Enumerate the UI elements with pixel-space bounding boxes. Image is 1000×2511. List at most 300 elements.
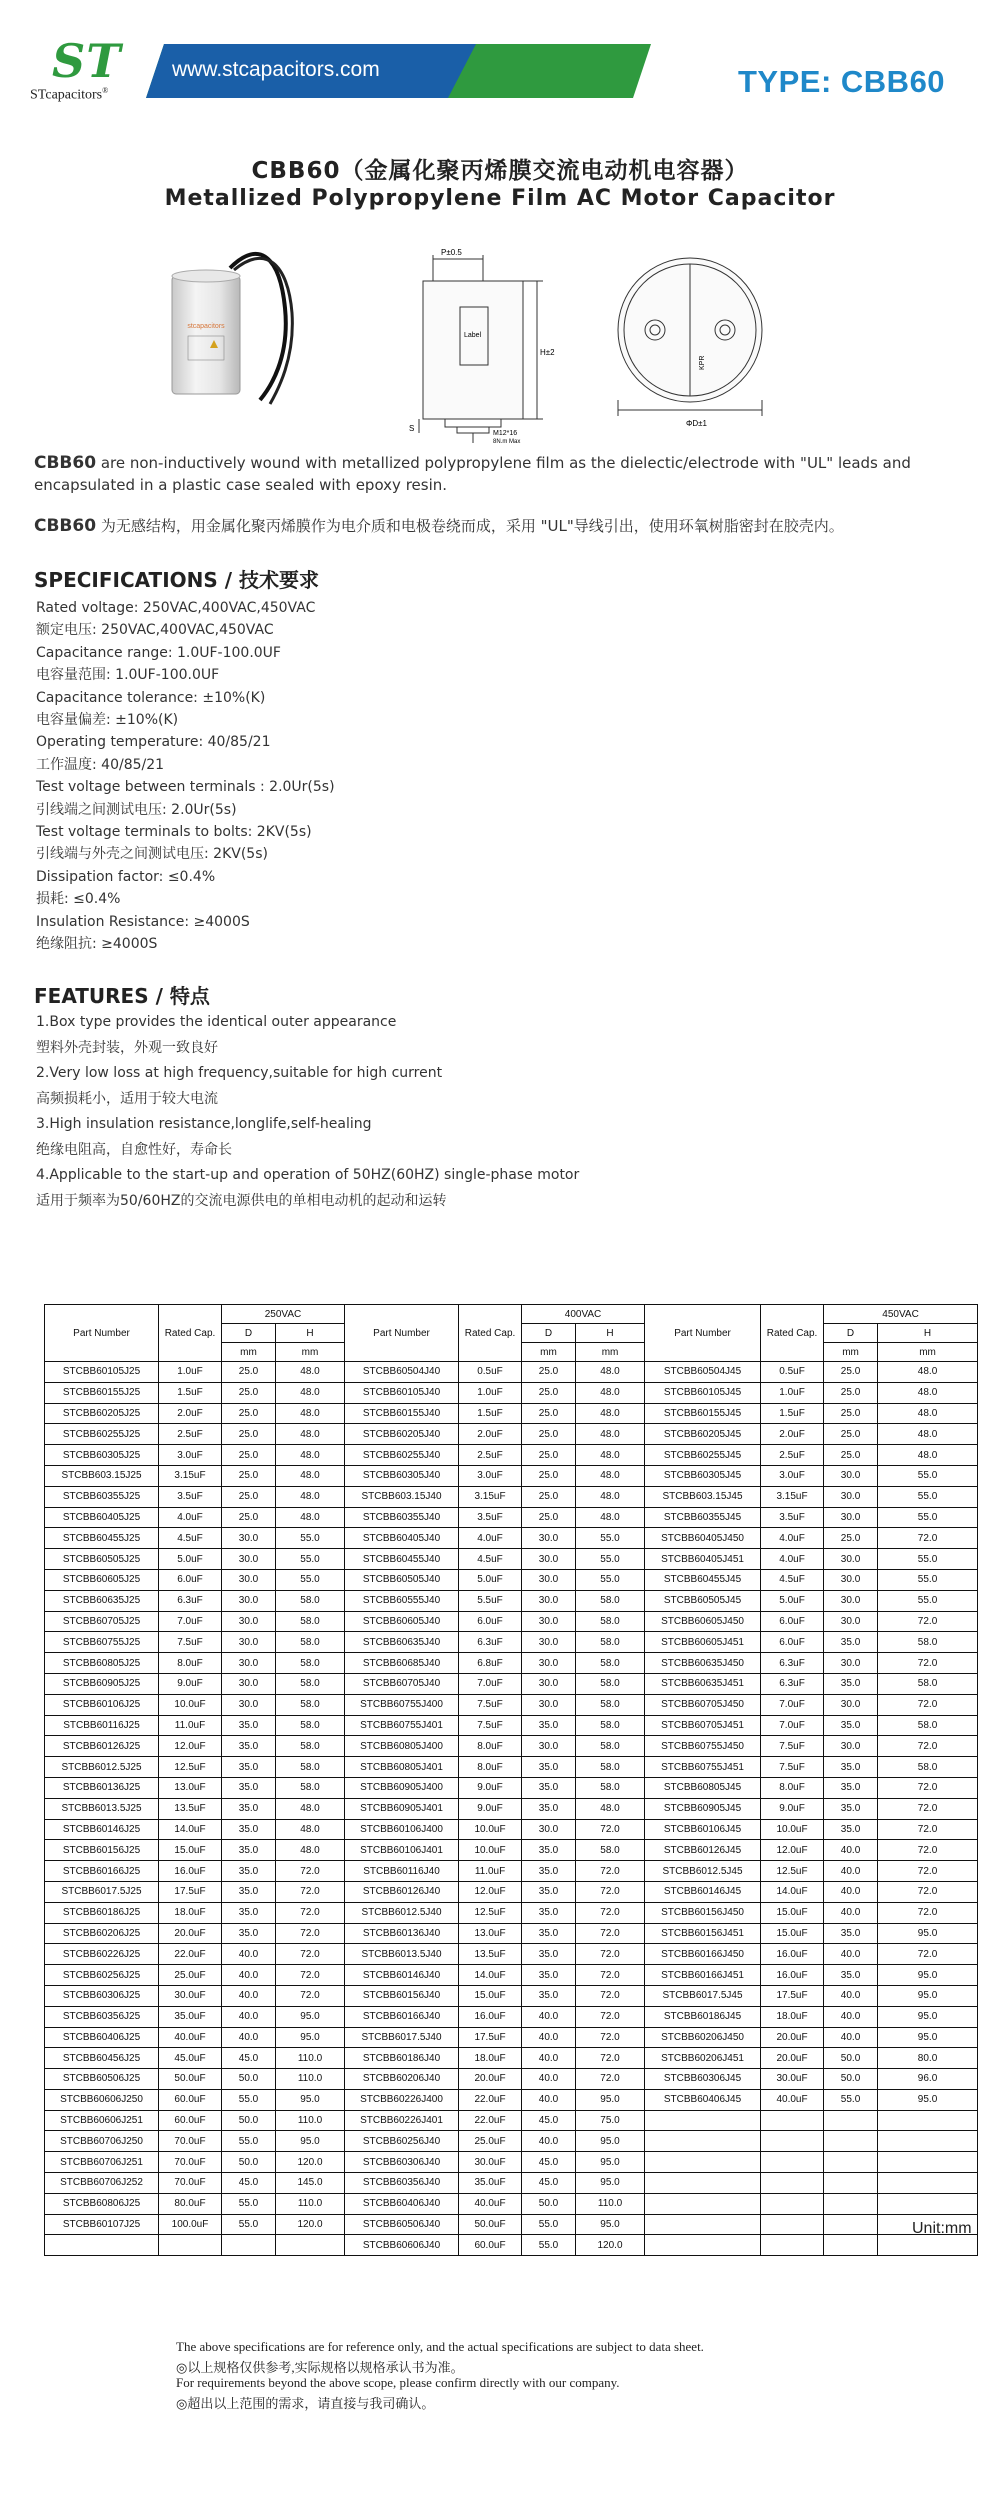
d-cell: 30.0 bbox=[824, 1694, 878, 1715]
part-number-cell: STCBB60105J40 bbox=[345, 1382, 459, 1403]
part-number-cell: STCBB6017.5J45 bbox=[645, 1985, 761, 2006]
h-cell: 48.0 bbox=[878, 1403, 978, 1424]
rated-cap-cell: 3.15uF bbox=[159, 1465, 222, 1486]
rated-cap-cell: 3.0uF bbox=[459, 1465, 522, 1486]
part-number-cell: STCBB60116J25 bbox=[45, 1715, 159, 1736]
d-cell: 30.0 bbox=[522, 1736, 576, 1757]
part-number-cell: STCBB60705J450 bbox=[645, 1694, 761, 1715]
part-number-cell: STCBB60206J451 bbox=[645, 2048, 761, 2069]
h-cell: 58.0 bbox=[576, 1632, 645, 1653]
rated-cap-cell: 35.0uF bbox=[459, 2173, 522, 2194]
d-cell: 30.0 bbox=[824, 1611, 878, 1632]
d-cell: 25.0 bbox=[522, 1465, 576, 1486]
rated-cap-cell: 4.0uF bbox=[459, 1528, 522, 1549]
d-cell: 25.0 bbox=[522, 1445, 576, 1466]
part-number-cell: STCBB60405J40 bbox=[345, 1528, 459, 1549]
d-cell: 55.0 bbox=[522, 2235, 576, 2256]
logo-subtitle: STcapacitors® bbox=[30, 86, 109, 103]
d-cell: 50.0 bbox=[824, 2048, 878, 2069]
part-number-cell bbox=[645, 2173, 761, 2194]
h-cell: 48.0 bbox=[878, 1424, 978, 1445]
d-cell: 25.0 bbox=[824, 1382, 878, 1403]
rated-cap-cell: 60.0uF bbox=[159, 2110, 222, 2131]
h-cell: 95.0 bbox=[878, 1923, 978, 1944]
h-cell: 95.0 bbox=[576, 2152, 645, 2173]
part-number-cell: STCBB6012.5J25 bbox=[45, 1757, 159, 1778]
drawing-bolt-note: 8N.m Max bbox=[493, 439, 521, 445]
part-number-cell: STCBB60156J450 bbox=[645, 1902, 761, 1923]
part-number-cell: STCBB6012.5J45 bbox=[645, 1861, 761, 1882]
part-number-cell: STCBB60405J451 bbox=[645, 1549, 761, 1570]
d-cell: 35.0 bbox=[522, 1798, 576, 1819]
h-cell: 58.0 bbox=[276, 1694, 345, 1715]
d-cell: 30.0 bbox=[522, 1569, 576, 1590]
rated-cap-cell: 1.5uF bbox=[761, 1403, 824, 1424]
part-number-cell: STCBB60406J25 bbox=[45, 2027, 159, 2048]
part-number-cell: STCBB60306J25 bbox=[45, 1985, 159, 2006]
col-header-unit: mm bbox=[276, 1343, 345, 1362]
h-cell: 72.0 bbox=[276, 1944, 345, 1965]
d-cell: 30.0 bbox=[222, 1549, 276, 1570]
spec-line: 引线端与外壳之间测试电压: 2KV(5s) bbox=[36, 846, 268, 863]
d-cell: 35.0 bbox=[824, 1757, 878, 1778]
rated-cap-cell: 0.5uF bbox=[761, 1362, 824, 1383]
rated-cap-cell bbox=[761, 2110, 824, 2131]
table-row bbox=[45, 1902, 978, 1923]
h-cell: 48.0 bbox=[276, 1819, 345, 1840]
feature-line: 4.Applicable to the start-up and operation of 50HZ(60HZ) single-phase motor bbox=[36, 1167, 580, 1183]
h-cell: 58.0 bbox=[576, 1673, 645, 1694]
h-cell: 55.0 bbox=[878, 1590, 978, 1611]
part-number-cell: STCBB60126J45 bbox=[645, 1840, 761, 1861]
col-header-unit: mm bbox=[522, 1343, 576, 1362]
table-row bbox=[45, 2027, 978, 2048]
part-number-cell: STCBB60205J45 bbox=[645, 1424, 761, 1445]
h-cell: 72.0 bbox=[576, 2048, 645, 2069]
d-cell: 30.0 bbox=[222, 1653, 276, 1674]
part-number-cell: STCBB60136J40 bbox=[345, 1923, 459, 1944]
d-cell: 35.0 bbox=[522, 1965, 576, 1986]
h-cell: 55.0 bbox=[878, 1486, 978, 1507]
h-cell: 95.0 bbox=[878, 2089, 978, 2110]
d-cell: 30.0 bbox=[824, 1653, 878, 1674]
part-number-cell: STCBB60755J25 bbox=[45, 1632, 159, 1653]
footer-note-1: The above specifications are for reference only, and the actual specifications are subject to data sheet. bbox=[176, 2339, 704, 2354]
h-cell bbox=[878, 2235, 978, 2256]
drawing-h-dim: H±2 bbox=[540, 348, 555, 357]
type-label: TYPE: CBB60 bbox=[738, 64, 946, 99]
part-number-cell: STCBB60205J25 bbox=[45, 1403, 159, 1424]
d-cell: 35.0 bbox=[522, 1757, 576, 1778]
part-number-cell: STCBB60455J25 bbox=[45, 1528, 159, 1549]
h-cell: 58.0 bbox=[276, 1632, 345, 1653]
part-number-cell: STCBB60166J25 bbox=[45, 1861, 159, 1882]
d-cell: 40.0 bbox=[522, 2069, 576, 2090]
h-cell: 120.0 bbox=[276, 2214, 345, 2235]
spec-line: 损耗: ≤0.4% bbox=[36, 891, 121, 908]
h-cell: 58.0 bbox=[576, 1590, 645, 1611]
rated-cap-cell: 8.0uF bbox=[159, 1653, 222, 1674]
part-number-cell: STCBB60105J25 bbox=[45, 1362, 159, 1383]
table-row bbox=[45, 2006, 978, 2027]
rated-cap-cell: 20.0uF bbox=[159, 1923, 222, 1944]
d-cell: 30.0 bbox=[522, 1632, 576, 1653]
table-row bbox=[45, 1611, 978, 1632]
rated-cap-cell: 3.5uF bbox=[159, 1486, 222, 1507]
rated-cap-cell: 9.0uF bbox=[459, 1777, 522, 1798]
rated-cap-cell: 1.5uF bbox=[459, 1403, 522, 1424]
d-cell: 30.0 bbox=[522, 1673, 576, 1694]
d-cell: 50.0 bbox=[222, 2152, 276, 2173]
col-header-part-number: Part Number bbox=[645, 1305, 761, 1362]
d-cell: 25.0 bbox=[522, 1507, 576, 1528]
table-row bbox=[45, 1507, 978, 1528]
d-cell: 25.0 bbox=[222, 1486, 276, 1507]
rated-cap-cell: 16.0uF bbox=[761, 1944, 824, 1965]
h-cell: 80.0 bbox=[878, 2048, 978, 2069]
col-header-unit: mm bbox=[222, 1343, 276, 1362]
table-header-row bbox=[45, 1305, 978, 1324]
rated-cap-cell: 35.0uF bbox=[159, 2006, 222, 2027]
h-cell: 120.0 bbox=[276, 2152, 345, 2173]
d-cell: 45.0 bbox=[522, 2110, 576, 2131]
rated-cap-cell: 15.0uF bbox=[459, 1985, 522, 2006]
table-row bbox=[45, 2131, 978, 2152]
h-cell: 58.0 bbox=[276, 1777, 345, 1798]
rated-cap-cell: 2.0uF bbox=[459, 1424, 522, 1445]
h-cell: 96.0 bbox=[878, 2069, 978, 2090]
logo-subtitle-text: STcapacitors bbox=[30, 87, 103, 103]
d-cell: 40.0 bbox=[222, 1985, 276, 2006]
d-cell: 45.0 bbox=[222, 2173, 276, 2194]
rated-cap-cell: 40.0uF bbox=[159, 2027, 222, 2048]
d-cell: 35.0 bbox=[222, 1923, 276, 1944]
rated-cap-cell: 7.5uF bbox=[459, 1715, 522, 1736]
part-number-cell bbox=[645, 2131, 761, 2152]
h-cell: 58.0 bbox=[878, 1757, 978, 1778]
part-number-cell: STCBB60107J25 bbox=[45, 2214, 159, 2235]
rated-cap-cell: 5.0uF bbox=[159, 1549, 222, 1570]
d-cell: 35.0 bbox=[222, 1736, 276, 1757]
d-cell: 35.0 bbox=[222, 1819, 276, 1840]
h-cell: 110.0 bbox=[276, 2110, 345, 2131]
d-cell: 40.0 bbox=[824, 1902, 878, 1923]
rated-cap-cell: 9.0uF bbox=[159, 1673, 222, 1694]
h-cell: 75.0 bbox=[576, 2110, 645, 2131]
page-title-cn: CBB60（金属化聚丙烯膜交流电动机电容器） bbox=[251, 158, 749, 184]
table-row bbox=[45, 1673, 978, 1694]
rated-cap-cell: 1.0uF bbox=[159, 1362, 222, 1383]
rated-cap-cell: 22.0uF bbox=[459, 2089, 522, 2110]
h-cell: 58.0 bbox=[878, 1673, 978, 1694]
d-cell: 30.0 bbox=[222, 1611, 276, 1632]
spec-line: 引线端之间测试电压: 2.0Ur(5s) bbox=[36, 801, 237, 818]
h-cell: 110.0 bbox=[576, 2193, 645, 2214]
h-cell: 48.0 bbox=[878, 1362, 978, 1383]
part-number-cell: STCBB60166J450 bbox=[645, 1944, 761, 1965]
h-cell: 72.0 bbox=[276, 1881, 345, 1902]
h-cell: 95.0 bbox=[576, 2089, 645, 2110]
rated-cap-cell: 3.15uF bbox=[459, 1486, 522, 1507]
h-cell: 72.0 bbox=[576, 1985, 645, 2006]
d-cell: 40.0 bbox=[824, 1944, 878, 1965]
h-cell: 58.0 bbox=[276, 1590, 345, 1611]
d-cell: 40.0 bbox=[824, 2027, 878, 2048]
table-row bbox=[45, 2048, 978, 2069]
part-number-cell: STCBB60105J45 bbox=[645, 1382, 761, 1403]
spec-line: Operating temperature: 40/85/21 bbox=[36, 734, 271, 751]
part-number-cell: STCBB60455J40 bbox=[345, 1549, 459, 1570]
page-title-en: Metallized Polypropylene Film AC Motor Capacitor bbox=[164, 186, 836, 211]
h-cell: 72.0 bbox=[878, 1881, 978, 1902]
part-number-cell: STCBB60905J25 bbox=[45, 1673, 159, 1694]
d-cell: 30.0 bbox=[522, 1694, 576, 1715]
h-cell bbox=[878, 2173, 978, 2194]
h-cell: 48.0 bbox=[276, 1445, 345, 1466]
d-cell: 30.0 bbox=[522, 1528, 576, 1549]
d-cell: 30.0 bbox=[222, 1569, 276, 1590]
part-number-cell: STCBB60706J252 bbox=[45, 2173, 159, 2194]
d-cell: 35.0 bbox=[824, 1965, 878, 1986]
spec-line: Capacitance tolerance: ±10%(K) bbox=[36, 689, 266, 706]
h-cell: 58.0 bbox=[576, 1777, 645, 1798]
d-cell: 25.0 bbox=[522, 1362, 576, 1383]
col-header-voltage: 450VAC bbox=[824, 1305, 978, 1324]
d-cell: 35.0 bbox=[522, 1944, 576, 1965]
d-cell: 40.0 bbox=[824, 1881, 878, 1902]
rated-cap-cell: 30.0uF bbox=[761, 2069, 824, 2090]
h-cell: 55.0 bbox=[276, 1528, 345, 1549]
part-number-cell: STCBB60356J40 bbox=[345, 2173, 459, 2194]
part-number-cell: STCBB60146J25 bbox=[45, 1819, 159, 1840]
table-row bbox=[45, 2089, 978, 2110]
part-number-cell: STCBB6012.5J40 bbox=[345, 1902, 459, 1923]
table-row bbox=[45, 1777, 978, 1798]
h-cell: 110.0 bbox=[276, 2069, 345, 2090]
table-row bbox=[45, 1694, 978, 1715]
table-row bbox=[45, 1923, 978, 1944]
rated-cap-cell: 60.0uF bbox=[159, 2089, 222, 2110]
h-cell: 72.0 bbox=[878, 1840, 978, 1861]
table-row bbox=[45, 1840, 978, 1861]
d-cell: 30.0 bbox=[824, 1590, 878, 1611]
part-number-cell: STCBB60205J40 bbox=[345, 1424, 459, 1445]
rated-cap-cell: 2.0uF bbox=[159, 1403, 222, 1424]
h-cell: 48.0 bbox=[276, 1465, 345, 1486]
d-cell: 30.0 bbox=[522, 1590, 576, 1611]
rated-cap-cell: 8.0uF bbox=[459, 1736, 522, 1757]
rated-cap-cell: 5.5uF bbox=[459, 1590, 522, 1611]
drawing-label: Label bbox=[464, 332, 482, 339]
website-link[interactable]: www.stcapacitors.com bbox=[172, 58, 380, 81]
rated-cap-cell: 12.5uF bbox=[761, 1861, 824, 1882]
col-header-unit: mm bbox=[878, 1343, 978, 1362]
part-number-cell: STCBB60355J45 bbox=[645, 1507, 761, 1528]
part-number-cell: STCBB60406J40 bbox=[345, 2193, 459, 2214]
rated-cap-cell: 22.0uF bbox=[459, 2110, 522, 2131]
h-cell: 58.0 bbox=[576, 1736, 645, 1757]
d-cell: 30.0 bbox=[222, 1694, 276, 1715]
d-cell: 40.0 bbox=[522, 2006, 576, 2027]
rated-cap-cell bbox=[761, 2214, 824, 2235]
d-cell: 25.0 bbox=[222, 1424, 276, 1445]
part-number-cell: STCBB60306J45 bbox=[645, 2069, 761, 2090]
part-number-cell: STCBB60166J451 bbox=[645, 1965, 761, 1986]
d-cell: 25.0 bbox=[824, 1403, 878, 1424]
h-cell: 55.0 bbox=[576, 1569, 645, 1590]
part-number-cell: STCBB60406J45 bbox=[645, 2089, 761, 2110]
product-photo bbox=[150, 228, 340, 408]
table-row bbox=[45, 1486, 978, 1507]
h-cell: 95.0 bbox=[276, 2131, 345, 2152]
d-cell: 40.0 bbox=[222, 1965, 276, 1986]
h-cell: 58.0 bbox=[276, 1736, 345, 1757]
part-number-cell: STCBB60405J25 bbox=[45, 1507, 159, 1528]
rated-cap-cell: 2.0uF bbox=[761, 1424, 824, 1445]
rated-cap-cell: 17.5uF bbox=[159, 1881, 222, 1902]
table-row bbox=[45, 2214, 978, 2235]
rated-cap-cell: 12.0uF bbox=[761, 1840, 824, 1861]
table-row bbox=[45, 1757, 978, 1778]
rated-cap-cell: 25.0uF bbox=[159, 1965, 222, 1986]
part-number-cell: STCBB60206J40 bbox=[345, 2069, 459, 2090]
part-number-cell: STCBB60305J40 bbox=[345, 1465, 459, 1486]
spec-line: 电容量偏差: ±10%(K) bbox=[36, 712, 179, 729]
rated-cap-cell: 1.0uF bbox=[459, 1382, 522, 1403]
d-cell: 30.0 bbox=[824, 1549, 878, 1570]
rated-cap-cell: 30.0uF bbox=[159, 1985, 222, 2006]
d-cell: 35.0 bbox=[222, 1902, 276, 1923]
part-number-cell: STCBB60166J40 bbox=[345, 2006, 459, 2027]
rated-cap-cell: 3.5uF bbox=[761, 1507, 824, 1528]
h-cell: 95.0 bbox=[878, 1965, 978, 1986]
col-header-voltage: 400VAC bbox=[522, 1305, 645, 1324]
part-number-cell: STCBB60256J25 bbox=[45, 1965, 159, 1986]
h-cell: 72.0 bbox=[576, 1861, 645, 1882]
h-cell: 48.0 bbox=[276, 1507, 345, 1528]
rated-cap-cell: 3.5uF bbox=[459, 1507, 522, 1528]
part-number-cell: STCBB60256J40 bbox=[345, 2131, 459, 2152]
part-number-cell: STCBB60755J451 bbox=[645, 1757, 761, 1778]
d-cell bbox=[824, 2152, 878, 2173]
rated-cap-cell: 6.3uF bbox=[459, 1632, 522, 1653]
rated-cap-cell: 3.0uF bbox=[159, 1445, 222, 1466]
d-cell: 25.0 bbox=[824, 1424, 878, 1445]
part-number-cell: STCBB603.15J45 bbox=[645, 1486, 761, 1507]
rated-cap-cell: 18.0uF bbox=[459, 2048, 522, 2069]
h-cell: 55.0 bbox=[878, 1549, 978, 1570]
rated-cap-cell: 7.5uF bbox=[761, 1736, 824, 1757]
d-cell: 35.0 bbox=[522, 1985, 576, 2006]
h-cell: 72.0 bbox=[276, 1861, 345, 1882]
col-header-part-number: Part Number bbox=[345, 1305, 459, 1362]
rated-cap-cell: 4.5uF bbox=[761, 1569, 824, 1590]
d-cell: 50.0 bbox=[824, 2069, 878, 2090]
part-number-cell: STCBB60126J40 bbox=[345, 1881, 459, 1902]
rated-cap-cell: 2.5uF bbox=[459, 1445, 522, 1466]
spec-line: 电容量范围: 1.0UF-100.0UF bbox=[36, 667, 220, 684]
d-cell: 50.0 bbox=[522, 2193, 576, 2214]
rated-cap-cell: 12.0uF bbox=[459, 1881, 522, 1902]
rated-cap-cell: 30.0uF bbox=[459, 2152, 522, 2173]
table-row bbox=[45, 1403, 978, 1424]
rated-cap-cell: 50.0uF bbox=[459, 2214, 522, 2235]
rated-cap-cell: 6.0uF bbox=[159, 1569, 222, 1590]
table-row bbox=[45, 1569, 978, 1590]
rated-cap-cell: 2.5uF bbox=[159, 1424, 222, 1445]
d-cell: 35.0 bbox=[824, 1923, 878, 1944]
unit-label: Unit:mm bbox=[912, 2220, 972, 2237]
d-cell: 25.0 bbox=[222, 1403, 276, 1424]
table-row bbox=[45, 1985, 978, 2006]
part-number-cell: STCBB60905J45 bbox=[645, 1798, 761, 1819]
spec-line: Test voltage terminals to bolts: 2KV(5s) bbox=[36, 824, 312, 841]
part-number-cell: STCBB60706J251 bbox=[45, 2152, 159, 2173]
logo-mark: ST bbox=[52, 34, 122, 88]
rated-cap-cell: 4.0uF bbox=[761, 1549, 824, 1570]
h-cell: 58.0 bbox=[276, 1757, 345, 1778]
d-cell: 40.0 bbox=[522, 2089, 576, 2110]
rated-cap-cell: 6.3uF bbox=[159, 1590, 222, 1611]
part-number-cell: STCBB60806J25 bbox=[45, 2193, 159, 2214]
d-cell: 25.0 bbox=[522, 1486, 576, 1507]
table-row bbox=[45, 2152, 978, 2173]
part-number-cell: STCBB60635J451 bbox=[645, 1673, 761, 1694]
d-cell: 55.0 bbox=[222, 2193, 276, 2214]
part-number-cell: STCBB60206J450 bbox=[645, 2027, 761, 2048]
col-header-rated-cap: Rated Cap. bbox=[761, 1305, 824, 1362]
rated-cap-cell: 15.0uF bbox=[761, 1902, 824, 1923]
part-number-cell: STCBB60504J40 bbox=[345, 1362, 459, 1383]
d-cell: 40.0 bbox=[222, 1944, 276, 1965]
d-cell: 35.0 bbox=[222, 1861, 276, 1882]
rated-cap-cell: 60.0uF bbox=[459, 2235, 522, 2256]
product-brand-text: stcapacitors bbox=[187, 323, 225, 330]
d-cell bbox=[824, 2214, 878, 2235]
d-cell: 35.0 bbox=[522, 1777, 576, 1798]
part-number-cell: STCBB60506J40 bbox=[345, 2214, 459, 2235]
part-number-cell: STCBB60155J25 bbox=[45, 1382, 159, 1403]
h-cell: 58.0 bbox=[276, 1673, 345, 1694]
h-cell: 110.0 bbox=[276, 2048, 345, 2069]
rated-cap-cell: 7.0uF bbox=[761, 1694, 824, 1715]
spec-line: Test voltage between terminals : 2.0Ur(5s) bbox=[36, 779, 335, 796]
h-cell: 95.0 bbox=[276, 2027, 345, 2048]
part-number-cell: STCBB60186J45 bbox=[645, 2006, 761, 2027]
h-cell: 72.0 bbox=[276, 1965, 345, 1986]
part-number-cell: STCBB60606J251 bbox=[45, 2110, 159, 2131]
h-cell: 72.0 bbox=[878, 1653, 978, 1674]
h-cell: 58.0 bbox=[276, 1611, 345, 1632]
part-number-cell: STCBB60155J40 bbox=[345, 1403, 459, 1424]
d-cell: 35.0 bbox=[522, 1715, 576, 1736]
d-cell: 35.0 bbox=[824, 1673, 878, 1694]
d-cell: 35.0 bbox=[222, 1757, 276, 1778]
part-number-cell: STCBB60705J25 bbox=[45, 1611, 159, 1632]
rated-cap-cell: 3.15uF bbox=[761, 1486, 824, 1507]
part-number-cell: STCBB60685J40 bbox=[345, 1653, 459, 1674]
h-cell: 72.0 bbox=[878, 1736, 978, 1757]
rated-cap-cell: 4.0uF bbox=[761, 1528, 824, 1549]
h-cell: 72.0 bbox=[276, 1923, 345, 1944]
h-cell: 72.0 bbox=[878, 1819, 978, 1840]
rated-cap-cell: 17.5uF bbox=[459, 2027, 522, 2048]
intro-cn-text: 为无感结构，用金属化聚丙烯膜作为电介质和电极卷绕而成，采用 "UL"导线引出，使用环氧树脂密封在胶壳内。 bbox=[96, 517, 844, 535]
rated-cap-cell: 13.5uF bbox=[459, 1944, 522, 1965]
rated-cap-cell: 11.0uF bbox=[159, 1715, 222, 1736]
d-cell: 35.0 bbox=[824, 1715, 878, 1736]
part-number-cell: STCBB60106J25 bbox=[45, 1694, 159, 1715]
